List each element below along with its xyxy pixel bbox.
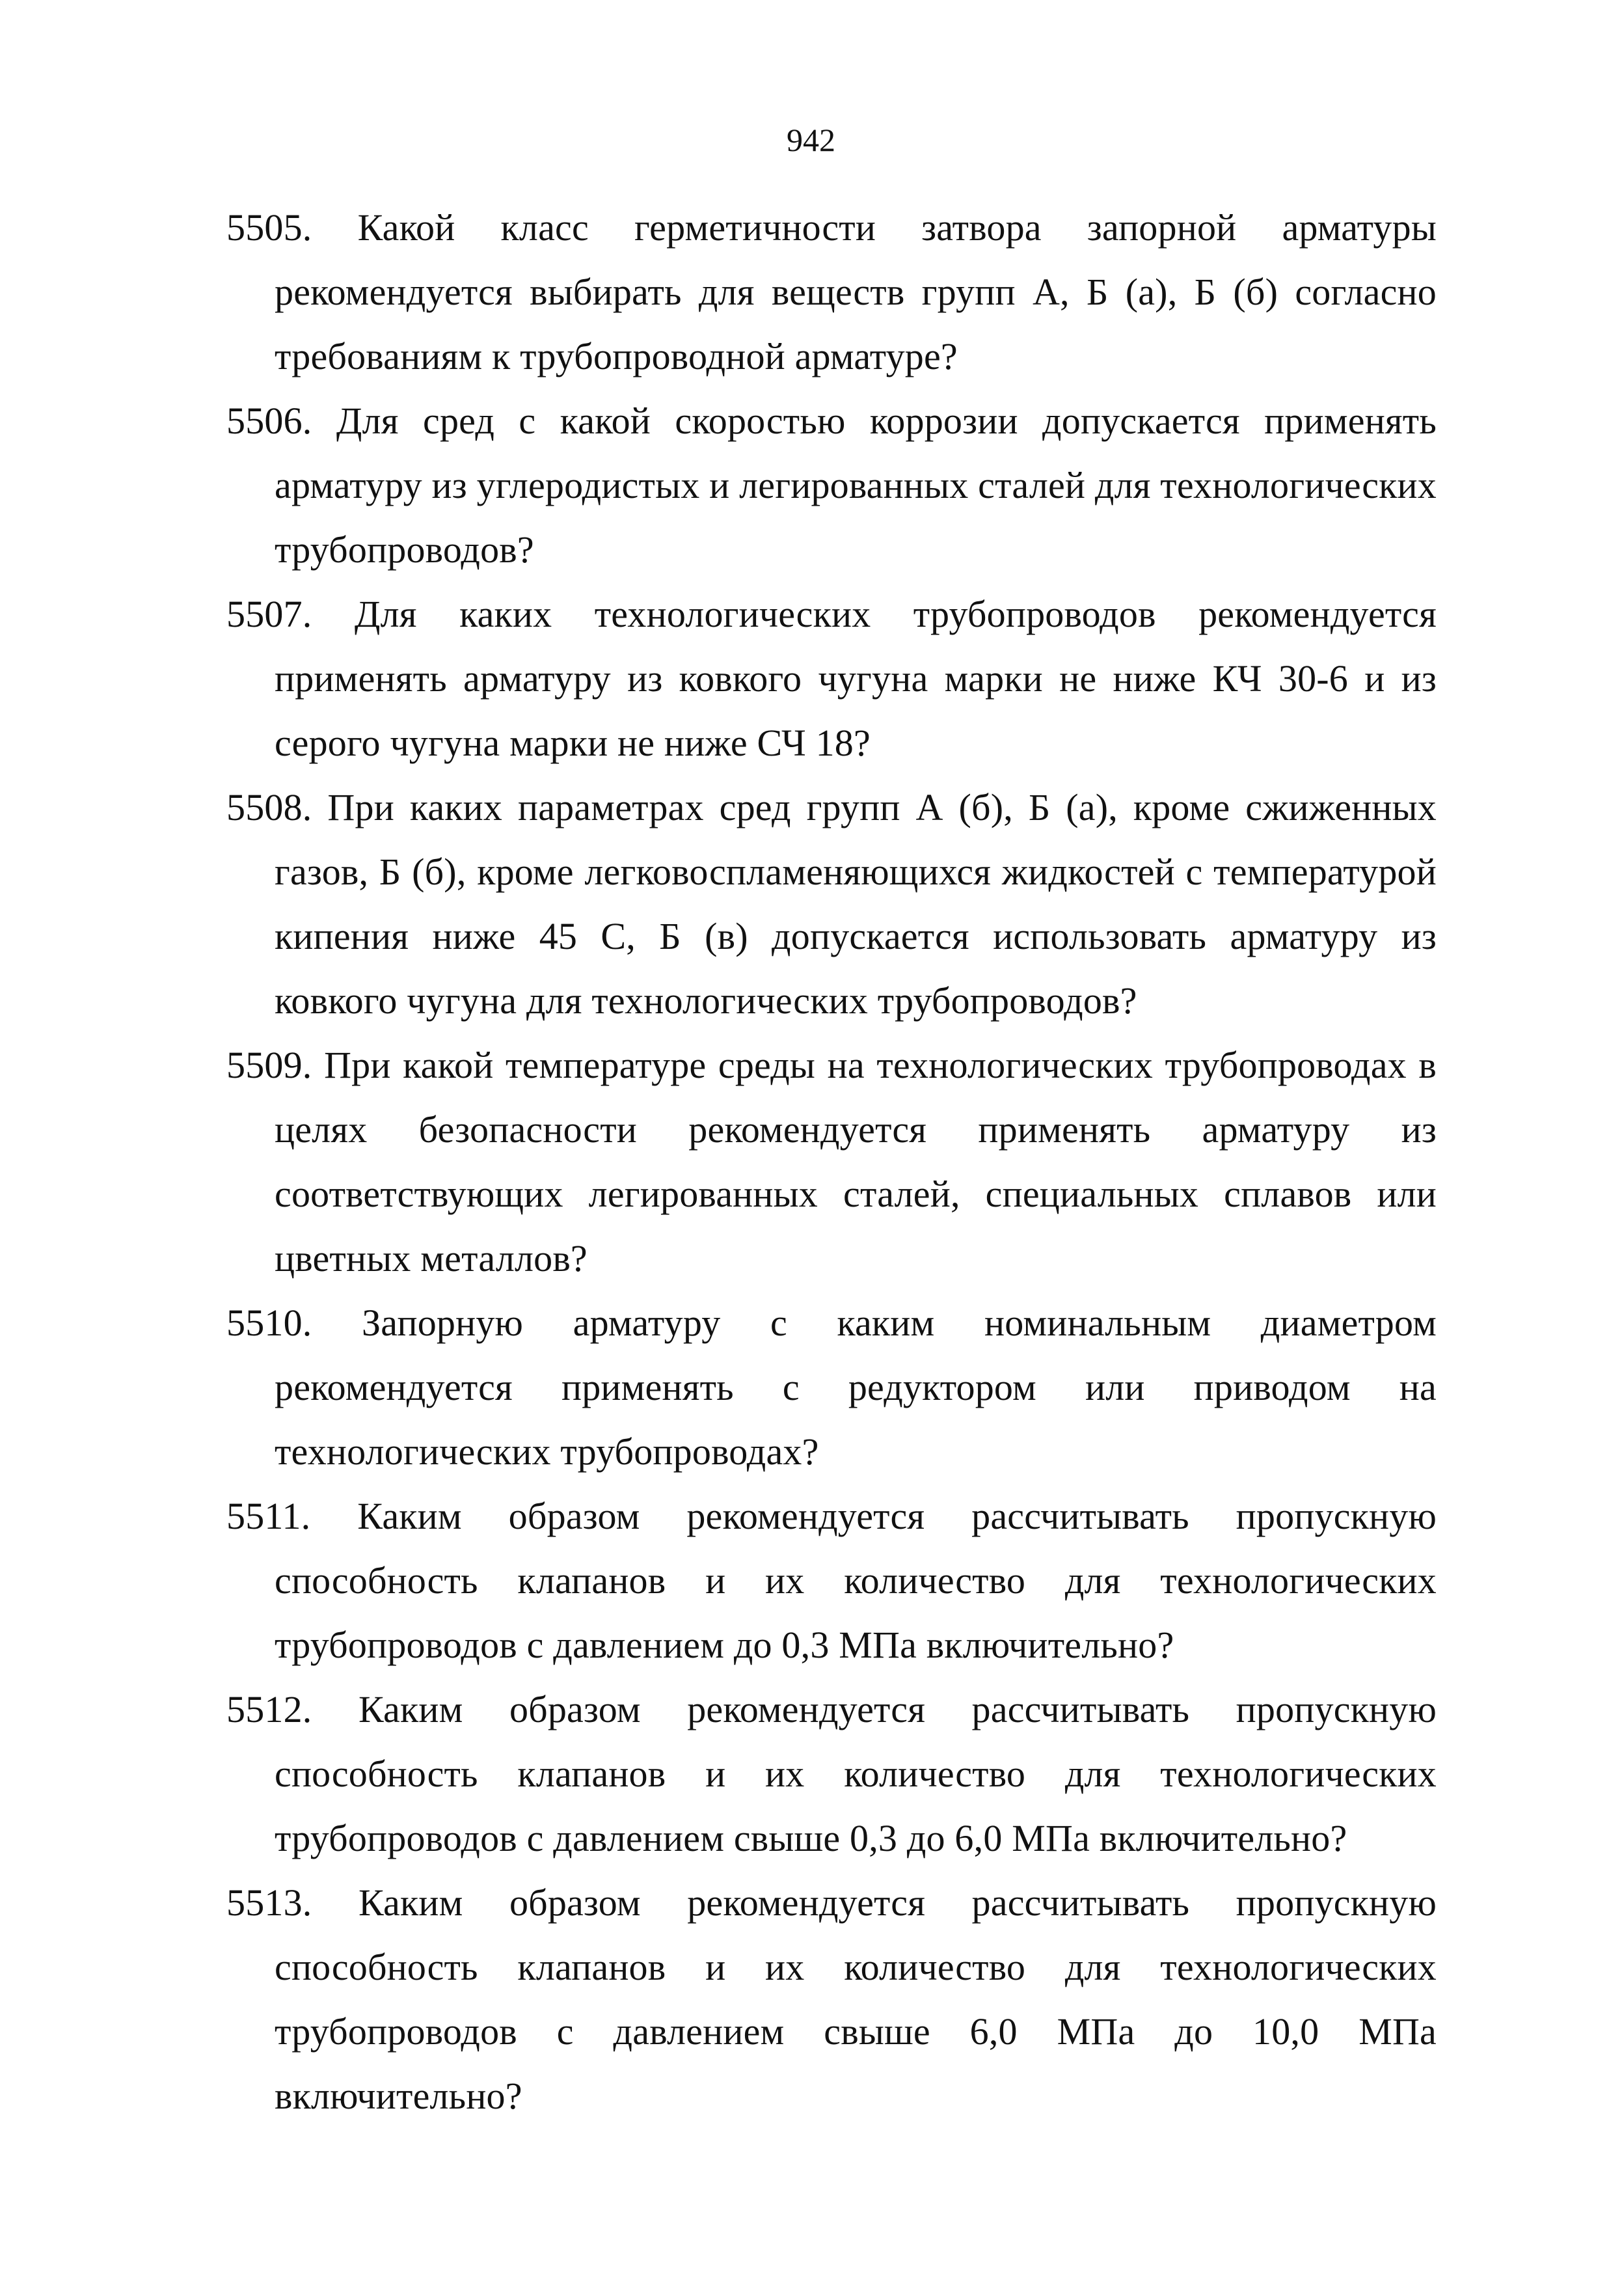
- question-text: Для каких технологических трубопроводов рекомендуется применять арматуру из ковкого чугуна марки не ниже КЧ 30-6 и из серого чугуна марки не ниже СЧ 18?: [275, 593, 1437, 764]
- question-text: Какой класс герметичности затвора запорной арматуры рекомендуется выбирать для веществ групп А, Б (а), Б (б) согласно требованиям к трубопроводной арматуре?: [275, 206, 1437, 377]
- page-number: 942: [787, 122, 835, 158]
- question-text: Каким образом рекомендуется рассчитывать пропускную способность клапанов и их количество для технологических трубопроводов с давлением свыше 6,0 МПа до 10,0 МПа включительно?: [275, 1881, 1437, 2117]
- question-text: При каких параметрах сред групп А (б), Б (а), кроме сжиженных газов, Б (б), кроме легковоспламеняющихся жидкостей с температурой кипения ниже 45 С, Б (в) допускается использовать арматуру из ковкого чугуна для технологических трубопроводов?: [275, 786, 1437, 1022]
- question-number: 5511.: [226, 1495, 311, 1537]
- question-number: 5512.: [226, 1688, 312, 1730]
- question-number: 5508.: [226, 786, 312, 828]
- question-number: 5513.: [226, 1881, 312, 1924]
- question-item: [226, 1484, 1437, 1677]
- question-list: [226, 195, 1437, 2128]
- question-item: [226, 1291, 1437, 1484]
- question-text: При какой температуре среды на технологических трубопроводах в целях безопасности рекомендуется применять арматуру из соответствующих легированных сталей, специальных сплавов или цветных металлов?: [275, 1044, 1437, 1279]
- question-item: [226, 775, 1437, 1033]
- question-item: [226, 389, 1437, 582]
- question-text: Каким образом рекомендуется рассчитывать пропускную способность клапанов и их количество для технологических трубопроводов с давлением свыше 0,3 до 6,0 МПа включительно?: [275, 1688, 1437, 1859]
- question-item: [226, 1677, 1437, 1870]
- question-text: Для сред с какой скоростью коррозии допускается применять арматуру из углеродистых и легированных сталей для технологических трубопроводов?: [275, 400, 1437, 571]
- question-item: [226, 1033, 1437, 1291]
- question-number: 5505.: [226, 206, 312, 249]
- question-number: 5509.: [226, 1044, 312, 1086]
- question-item: [226, 1870, 1437, 2128]
- question-number: 5507.: [226, 593, 312, 635]
- question-number: 5510.: [226, 1302, 312, 1344]
- question-text: Запорную арматуру с каким номинальным диаметром рекомендуется применять с редуктором или приводом на технологических трубопроводах?: [275, 1302, 1437, 1473]
- question-item: [226, 582, 1437, 775]
- question-text: Каким образом рекомендуется рассчитывать пропускную способность клапанов и их количество для технологических трубопроводов с давлением до 0,3 МПа включительно?: [275, 1495, 1437, 1666]
- question-number: 5506.: [226, 400, 312, 442]
- question-item: [226, 195, 1437, 389]
